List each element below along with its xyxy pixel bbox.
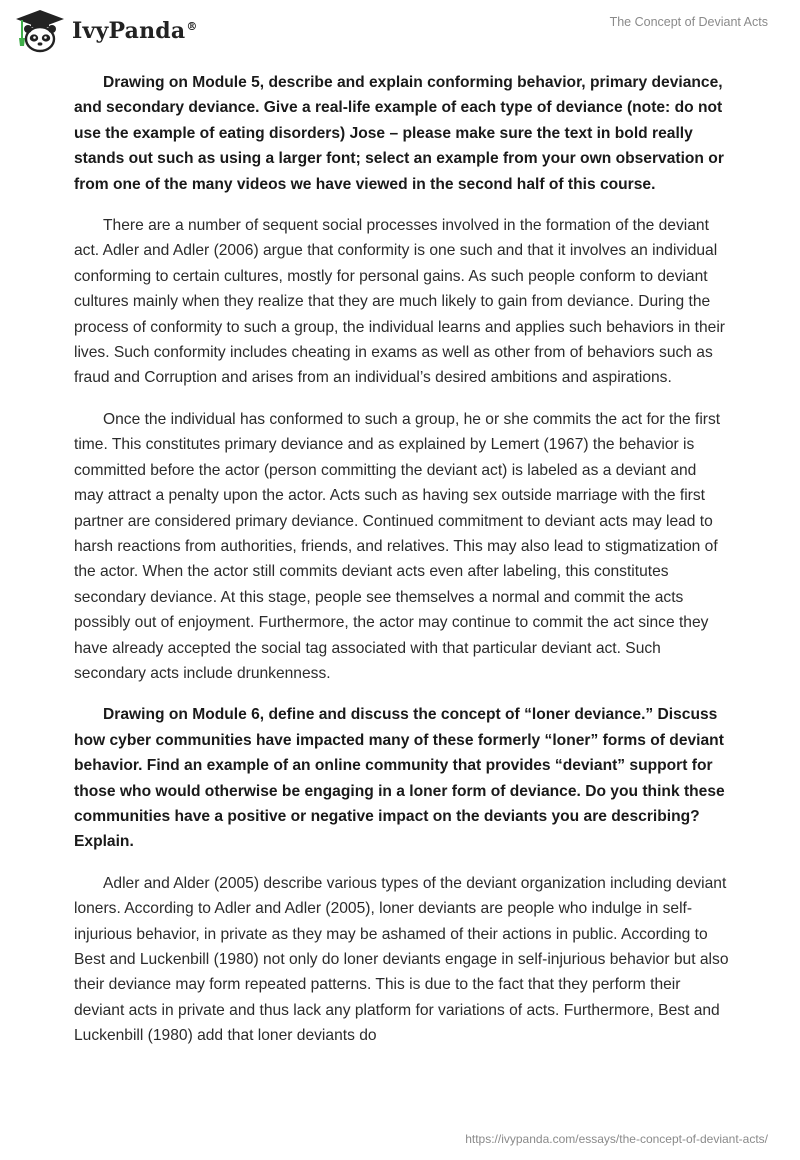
brand-name: IvyPanda® xyxy=(72,18,198,44)
question-paragraph: Drawing on Module 6, define and discuss the concept of “loner deviance.” Discuss how cyber communities have impacted many of these formerly “loner” forms of deviant behavior. Find an example of an online community that provides “deviant” support for those who would otherwise be engaging in a loner form of deviance. Do you think these communities have a positive or negative impact on the deviants you are describing? Explain. xyxy=(74,706,725,851)
answer-paragraph: Adler and Alder (2005) describe various types of the deviant organization including deviant loners. According to Adler and Adler (2005), loner deviants are people who indulge in self-injurious behavior, in private as they may be ashamed of their actions in public. According to Best and Luckenbill (1980) not only do loner deviants engage in self-injurious behavior but also their deviance may form repeated patterns. This is due to the fact that they perform their deviant acts in private and thus lack any platform for variations of acts. Furthermore, Best and Luckenbill (1980) add that loner deviants do xyxy=(74,874,729,1045)
answer-paragraph: Once the individual has conformed to such a group, he or she commits the act for the first time. This constitutes primary deviance and as explained by Lemert (1967) the behavior is committed before the actor (person committing the deviant act) is labeled as a deviant and may attract a penalty upon the actor. Acts such as having sex outside marriage with the first partner are considered primary deviance. Continued commitment to deviant acts may lead to harsh reactions from authorities, friends, and relatives. This may also lead to stigmatization of the actor. When the actor still commits deviant acts even after labeling, this constitutes secondary deviance. At this stage, people see themselves a normal and commit the acts possibly out of enjoyment. Furthermore, the actor may continue to commit the act since they have already accepted the social tag associated with that particular deviant act. Such secondary acts include drunkenness. xyxy=(74,410,721,682)
brand-logo[interactable] xyxy=(14,8,198,54)
question-paragraph: Drawing on Module 5, describe and explain conforming behavior, primary deviance, and secondary deviance. Give a real-life example of each type of deviance (note: do not use the example of eating disorders) Jose – please make sure the text in bold really stands out such as using a larger font; select an example from your own observation or from one of the many videos we have viewed in the second half of this course. xyxy=(74,74,724,193)
essay-body xyxy=(74,70,730,1065)
source-url[interactable]: https://ivypanda.com/essays/the-concept-of-deviant-acts/ xyxy=(465,1132,768,1146)
page-header xyxy=(0,0,800,62)
panda-graduate-icon xyxy=(14,8,66,54)
answer-paragraph: There are a number of sequent social processes involved in the formation of the deviant act. Adler and Adler (2006) argue that conformity is one such and that it involves an individual conforming to certain cultures, mostly for personal gains. As such people conform to deviant cultures mainly when they realize that they are much likely to gain from deviance. During the process of conformity to such a group, the individual learns and applies such behaviors in their lives. Such conformity includes cheating in exams as well as other from of behaviors such as fraud and Corruption and arises from an individual’s desired ambitions and aspirations. xyxy=(74,217,725,387)
running-title: The Concept of Deviant Acts xyxy=(609,15,768,29)
